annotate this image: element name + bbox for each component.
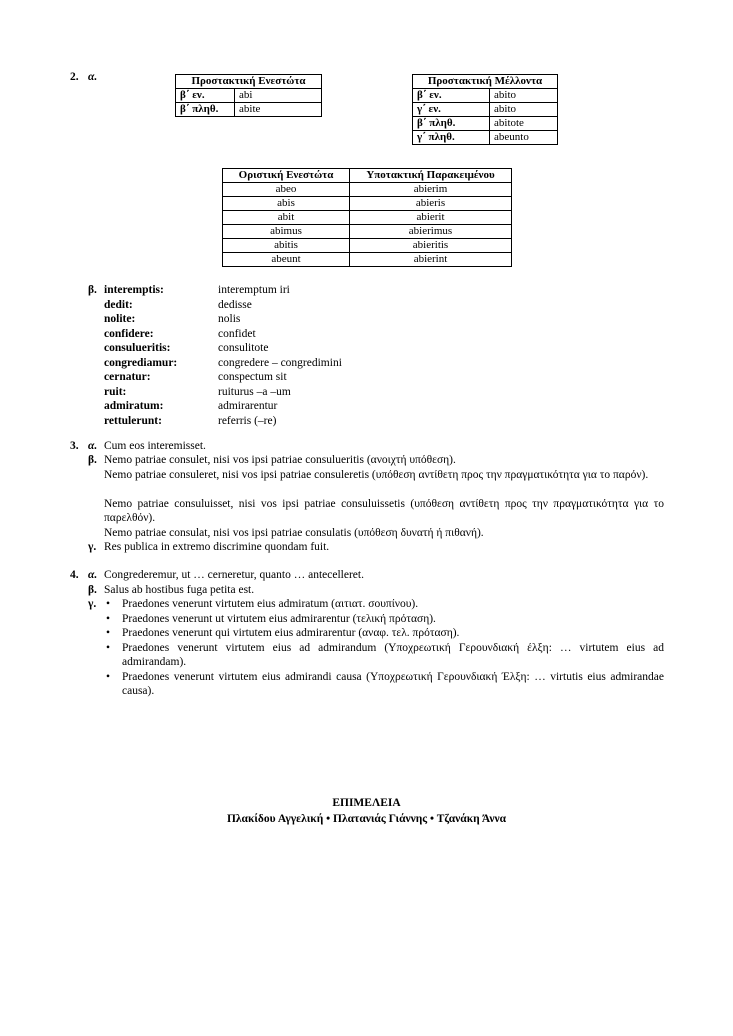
answer: interemptum iri	[218, 284, 290, 296]
q4-c-bullet: Praedones venerunt qui virtutem eius admirarentur (αναφ. τελ. πρόταση).	[122, 627, 460, 639]
term: dedit:	[104, 298, 133, 311]
footer-title: ΕΠΙΜΕΛΕΙΑ	[332, 797, 401, 809]
q3-a-text: Cum eos interemisset.	[104, 440, 206, 452]
cell: abeunto	[490, 131, 558, 145]
answer: nolis	[218, 313, 241, 325]
term: cernatur:	[104, 371, 151, 383]
q3-b-line: Nemo patriae consuluisset, nisi vos ipsi patriae consuluissetis (υπόθεση αντίθετη προς την πραγματικότητα για το παρελθόν).	[104, 497, 664, 524]
q3-c-label: γ.	[88, 541, 97, 553]
q4-a-label: α.	[88, 569, 98, 581]
q3-b-line: Nemo patriae consuleret, nisi vos ipsi patriae consuleretis (υπόθεση αντίθετη προς την πραγματικότητα για το παρόν).	[104, 468, 649, 481]
cell: abimus	[223, 225, 350, 239]
bullet-icon: •	[106, 627, 111, 639]
q3-a-label: α.	[88, 440, 98, 452]
q4-a-text: Congrederemur, ut … cerneretur, quanto … antecelleret.	[104, 569, 364, 581]
q4-c-bullet: Praedones venerunt virtutem eius ad admirandum (Υποχρεωτική Γερουνδιακή έλξη: … virtutem eius ad admirandam).	[122, 641, 664, 668]
q4-c-bullet: Praedones venerunt virtutem eius admiratum (αιτιατ. σουπίνου).	[122, 598, 419, 610]
footer-authors: Πλακίδου Αγγελική • Πλατανιάς Γιάννης • Τζανάκη Άννα	[226, 813, 507, 825]
imperative-present-table	[175, 74, 322, 117]
answer: conspectum sit	[218, 371, 287, 383]
cell: abierit	[350, 211, 512, 225]
answer: consulitote	[218, 342, 269, 354]
q3-number: 3.	[70, 440, 79, 452]
cell: abitote	[490, 117, 558, 131]
cell: abieris	[350, 197, 512, 211]
term: interemptis:	[104, 284, 164, 296]
cell: abierim	[350, 183, 512, 197]
answer: ruiturus –a –um	[218, 385, 291, 398]
cell: abitis	[223, 239, 350, 253]
term: consulueritis:	[104, 342, 171, 354]
q3-b-line: Nemo patriae consulat, nisi vos ipsi patriae consulatis (υπόθεση δυνατή ή πιθανή).	[104, 526, 484, 539]
term: admiratum:	[104, 400, 164, 412]
cell: β΄ πληθ.	[176, 103, 235, 117]
bullet-icon: •	[106, 641, 111, 654]
q3-b-label: β.	[88, 454, 97, 466]
cell: abito	[490, 89, 558, 103]
cell: abi	[235, 89, 322, 103]
cell: abito	[490, 103, 558, 117]
q4-c-label: γ.	[88, 598, 97, 610]
cell: γ΄ εν.	[413, 103, 490, 117]
cell: β΄ εν.	[176, 89, 235, 103]
q4-number: 4.	[70, 569, 79, 581]
cell: abierint	[350, 253, 512, 267]
answer: admirarentur	[218, 400, 278, 412]
bullet-icon: •	[106, 670, 111, 683]
q3-c-text: Res publica in extremo discrimine quondam fuit.	[104, 541, 330, 553]
answer: referris (–re)	[218, 414, 277, 427]
cell: abis	[223, 197, 350, 211]
q2-b-label: β.	[88, 284, 97, 296]
cell: abieritis	[350, 239, 512, 253]
bullet-icon: •	[106, 598, 111, 610]
cell: abierimus	[350, 225, 512, 239]
q4-b-label: β.	[88, 583, 97, 596]
q4-b-text: Salus ab hostibus fuga petita est.	[104, 583, 255, 596]
table-header: Προστακτική Μέλλοντα	[413, 75, 558, 89]
term: rettulerunt:	[104, 414, 162, 427]
q4-c-bullet: Praedones venerunt virtutem eius admirandi causa (Υποχρεωτική Γερουνδιακή Έλξη: … virtutis eius admirandae causa).	[122, 670, 664, 697]
q3-b-line: Nemo patriae consulet, nisi vos ipsi patriae consulueritis (ανοιχτή υπόθεση).	[104, 454, 456, 466]
q2-number: 2.	[70, 71, 79, 83]
cell: γ΄ πληθ.	[413, 131, 490, 145]
term: nolite:	[104, 313, 136, 325]
term: congrediamur:	[104, 356, 178, 369]
q4-c-bullet: Praedones venerunt ut virtutem eius admirarentur (τελική πρόταση).	[122, 612, 436, 625]
q2-a-label: α.	[88, 71, 98, 83]
cell: abeo	[223, 183, 350, 197]
cell: β΄ εν.	[413, 89, 490, 103]
table-header: Υποτακτική Παρακειμένου	[350, 169, 512, 183]
cell: abit	[223, 211, 350, 225]
bullet-icon: •	[106, 612, 111, 625]
cell: abeunt	[223, 253, 350, 267]
term: confidere:	[104, 327, 154, 340]
term: ruit:	[104, 385, 127, 398]
answer: confidet	[218, 327, 256, 340]
imperative-future-table	[412, 74, 558, 145]
table-header: Οριστική Ενεστώτα	[223, 169, 350, 183]
cell: abite	[235, 103, 322, 117]
answer: congredere – congredimini	[218, 356, 342, 369]
answer: dedisse	[218, 298, 252, 311]
conjugation-table	[222, 168, 512, 267]
table-header: Προστακτική Ενεστώτα	[176, 75, 322, 89]
cell: β΄ πληθ.	[413, 117, 490, 131]
